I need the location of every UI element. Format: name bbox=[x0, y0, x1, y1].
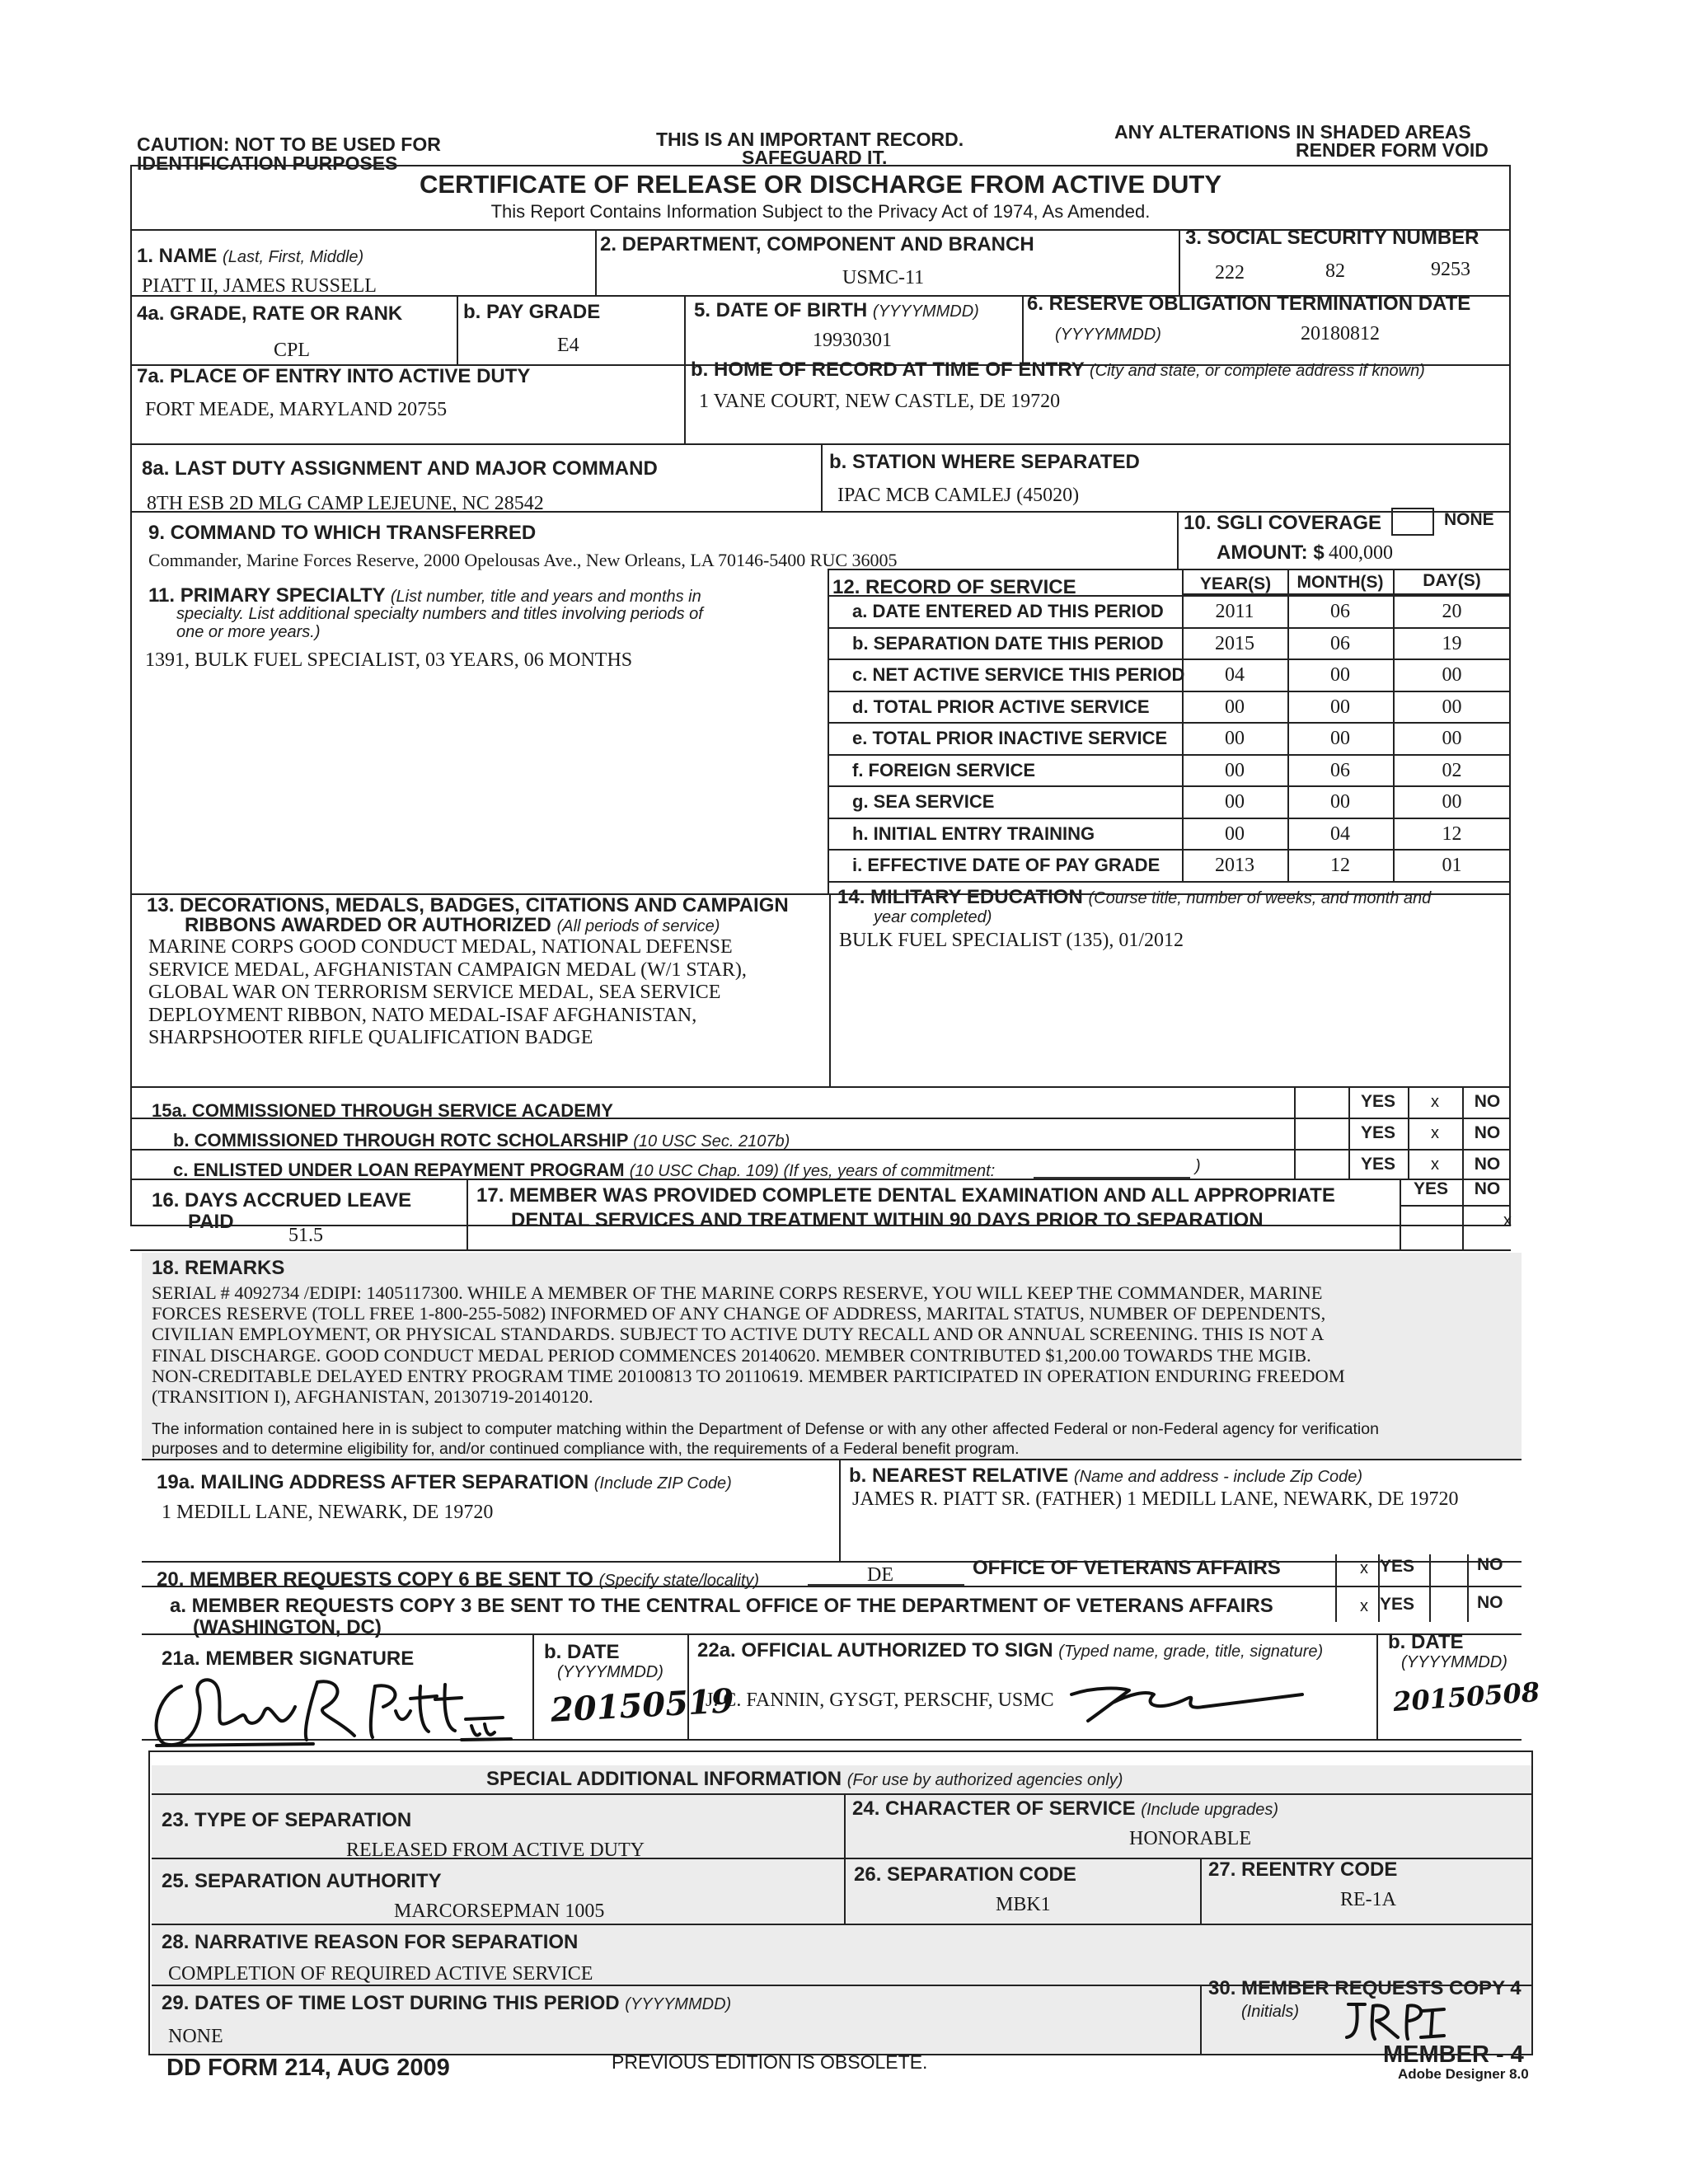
sgli-none-checkbox[interactable] bbox=[1391, 508, 1434, 536]
department-label: 2. DEPARTMENT, COMPONENT AND BRANCH bbox=[600, 233, 1034, 255]
station-separated-value: IPAC MCB CAMLEJ (45020) bbox=[837, 485, 1080, 506]
table-rule bbox=[828, 881, 1511, 883]
col-months-label: MONTH(S) bbox=[1296, 573, 1384, 592]
ssn-part1: 222 bbox=[1215, 262, 1245, 284]
yes-label: YES bbox=[1360, 1155, 1396, 1174]
col-years-label: YEAR(S) bbox=[1199, 574, 1272, 593]
dental-no-mark[interactable]: x bbox=[1503, 1212, 1512, 1230]
narrative-reason-label: 28. NARRATIVE REASON FOR SEPARATION bbox=[162, 1931, 579, 1953]
dob-value: 19930301 bbox=[813, 330, 892, 351]
type-separation-value: RELEASED FROM ACTIVE DUTY bbox=[346, 1840, 645, 1861]
copy6-yes-label: YES bbox=[1380, 1557, 1415, 1576]
command-transferred-value: Commander, Marine Forces Reserve, 2000 Opelousas Ave., New Orleans, LA 70146-5400 RUC 36005 bbox=[148, 550, 898, 570]
table-rule bbox=[828, 785, 1511, 787]
copy6-state-field[interactable] bbox=[808, 1584, 964, 1586]
member-date-handwritten: 20150519 bbox=[549, 1681, 735, 1730]
copy6-label: 20. MEMBER REQUESTS COPY 6 BE SENT TO (Specify state/locality) bbox=[157, 1568, 760, 1591]
academy-no-mark[interactable]: x bbox=[1431, 1093, 1439, 1111]
military-education-value: BULK FUEL SPECIALIST (135), 01/2012 bbox=[839, 930, 1184, 951]
name-label: 1. NAME (Last, First, Middle) bbox=[137, 245, 364, 267]
official-label: 22a. OFFICIAL AUTHORIZED TO SIGN (Typed name, grade, title, signature) bbox=[697, 1639, 1324, 1661]
record-months-cell: 06 bbox=[1330, 632, 1350, 654]
mailing-address-label: 19a. MAILING ADDRESS AFTER SEPARATION (Include ZIP Code) bbox=[157, 1471, 732, 1493]
alterations-line2: RENDER FORM VOID bbox=[1296, 139, 1489, 161]
copy3-yes-label: YES bbox=[1380, 1595, 1415, 1614]
important-line2: SAFEGUARD IT. bbox=[742, 147, 888, 168]
grade-value: CPL bbox=[274, 340, 311, 361]
record-days-cell: 01 bbox=[1442, 855, 1462, 876]
record-row-label: b. SEPARATION DATE THIS PERIOD bbox=[852, 632, 1164, 654]
dental-yes-label: YES bbox=[1413, 1179, 1449, 1198]
yes-label: YES bbox=[1360, 1092, 1396, 1111]
record-months-cell: 00 bbox=[1330, 791, 1350, 813]
last-duty-value: 8TH ESB 2D MLG CAMP LEJEUNE, NC 28542 bbox=[147, 493, 544, 514]
record-row-label: g. SEA SERVICE bbox=[852, 791, 995, 812]
table-rule bbox=[828, 595, 1511, 597]
time-lost-value: NONE bbox=[168, 2026, 223, 2047]
record-months-cell: 06 bbox=[1330, 601, 1350, 622]
member-date-hint: (YYYYMMDD) bbox=[557, 1663, 663, 1681]
separation-code-label: 26. SEPARATION CODE bbox=[854, 1863, 1076, 1886]
narrative-reason-value: COMPLETION OF REQUIRED ACTIVE SERVICE bbox=[168, 1963, 593, 1985]
record-of-service-label: 12. RECORD OF SERVICE bbox=[832, 576, 1076, 598]
record-days-cell: 12 bbox=[1442, 823, 1462, 845]
separation-authority-value: MARCORSEPMAN 1005 bbox=[394, 1900, 605, 1922]
table-rule bbox=[828, 691, 1511, 692]
loan-close-paren: ) bbox=[1195, 1157, 1201, 1175]
computer-matching-notice2: purposes and to determine eligibility for, and/or continued compliance with, the requirements of a Federal benefit program. bbox=[152, 1440, 1020, 1458]
separation-code-value: MBK1 bbox=[996, 1894, 1051, 1915]
station-separated-label: b. STATION WHERE SEPARATED bbox=[829, 451, 1140, 473]
commissioned-rotc-label: b. COMMISSIONED THROUGH ROTC SCHOLARSHIP (10 USC Sec. 2107b) bbox=[173, 1130, 790, 1151]
place-of-entry-label: 7a. PLACE OF ENTRY INTO ACTIVE DUTY bbox=[137, 365, 531, 387]
copy3-no-label: NO bbox=[1477, 1593, 1503, 1612]
adobe-designer-note: Adobe Designer 8.0 bbox=[1398, 2066, 1529, 2082]
caution-line1: CAUTION: NOT TO BE USED FOR bbox=[137, 134, 441, 155]
type-separation-label: 23. TYPE OF SEPARATION bbox=[162, 1809, 412, 1831]
record-months-cell: 00 bbox=[1330, 664, 1350, 686]
record-days-cell: 02 bbox=[1442, 759, 1462, 781]
command-transferred-label: 9. COMMAND TO WHICH TRANSFERRED bbox=[148, 522, 537, 544]
record-row-label: h. INITIAL ENTRY TRAINING bbox=[852, 823, 1095, 844]
table-rule bbox=[828, 754, 1511, 756]
home-of-record-value: 1 VANE COURT, NEW CASTLE, DE 19720 bbox=[699, 391, 1061, 412]
dental-no-label: NO bbox=[1474, 1179, 1501, 1198]
copy3-label1: a. MEMBER REQUESTS COPY 3 BE SENT TO THE CENTRAL OFFICE OF THE DEPARTMENT OF VETERANS AFFAIRS bbox=[170, 1595, 1273, 1617]
no-label: NO bbox=[1474, 1092, 1501, 1111]
official-name-value: J. C. FANNIN, GYSGT, PERSCHF, USMC bbox=[706, 1690, 1054, 1711]
separation-authority-label: 25. SEPARATION AUTHORITY bbox=[162, 1870, 442, 1892]
remarks-line: (TRANSITION I), AFGHANISTAN, 20130719-20140120. bbox=[152, 1385, 593, 1407]
record-row-label: i. EFFECTIVE DATE OF PAY GRADE bbox=[852, 855, 1160, 875]
record-row-label: f. FOREIGN SERVICE bbox=[852, 759, 1036, 780]
table-rule bbox=[828, 818, 1511, 819]
primary-specialty-hint3: one or more years.) bbox=[176, 623, 321, 641]
obsolete-notice: PREVIOUS EDITION IS OBSOLETE. bbox=[612, 2051, 928, 2073]
grade-label: 4a. GRADE, RATE OR RANK bbox=[137, 302, 403, 325]
record-row-label: c. NET ACTIVE SERVICE THIS PERIOD bbox=[852, 664, 1185, 685]
loan-repayment-label: c. ENLISTED UNDER LOAN REPAYMENT PROGRAM (10 USC Chap. 109) (If yes, years of commitment: bbox=[173, 1160, 996, 1180]
decoration-line: MARINE CORPS GOOD CONDUCT MEDAL, NATIONAL DEFENSE bbox=[148, 936, 733, 958]
alterations-line1: ANY ALTERATIONS IN SHADED AREAS bbox=[1114, 121, 1471, 143]
name-value: PIATT II, JAMES RUSSELL bbox=[142, 275, 377, 297]
record-row-label: e. TOTAL PRIOR INACTIVE SERVICE bbox=[852, 728, 1168, 748]
nearest-relative-label: b. NEAREST RELATIVE (Name and address - include Zip Code) bbox=[849, 1465, 1363, 1487]
ssn-label: 3. SOCIAL SECURITY NUMBER bbox=[1185, 227, 1479, 249]
table-rule bbox=[828, 849, 1511, 851]
record-days-cell: 00 bbox=[1442, 728, 1462, 749]
col-days-label: DAY(S) bbox=[1423, 571, 1481, 590]
record-years-cell: 00 bbox=[1225, 728, 1245, 749]
pay-grade-value: E4 bbox=[557, 335, 579, 356]
copy-designation: MEMBER - 4 bbox=[1383, 2041, 1524, 2068]
copy3-label2: (WASHINGTON, DC) bbox=[193, 1616, 382, 1638]
no-label: NO bbox=[1474, 1123, 1501, 1142]
primary-specialty-hint2: specialty. List additional specialty numbers and titles involving periods of bbox=[176, 605, 703, 623]
decoration-line: GLOBAL WAR ON TERRORISM SERVICE MEDAL, SEA SERVICE bbox=[148, 982, 721, 1004]
decoration-line: SHARPSHOOTER RIFLE QUALIFICATION BADGE bbox=[148, 1027, 593, 1049]
dob-label: 5. DATE OF BIRTH (YYYYMMDD) bbox=[694, 299, 979, 321]
record-months-cell: 04 bbox=[1330, 823, 1350, 845]
reserve-obligation-hint: (YYYYMMDD) bbox=[1055, 326, 1161, 344]
copy6-yes-mark[interactable]: x bbox=[1360, 1559, 1368, 1577]
commissioned-academy-label: 15a. COMMISSIONED THROUGH SERVICE ACADEMY bbox=[152, 1100, 613, 1121]
reserve-obligation-value: 20180812 bbox=[1301, 323, 1380, 344]
caution-line2: IDENTIFICATION PURPOSES bbox=[137, 152, 398, 174]
time-lost-label: 29. DATES OF TIME LOST DURING THIS PERIOD (YYYYMMDD) bbox=[162, 1992, 732, 2014]
primary-specialty-label: 11. PRIMARY SPECIALTY (List number, title and years and months in bbox=[148, 584, 701, 607]
record-days-cell: 00 bbox=[1442, 791, 1462, 813]
accrued-leave-label1: 16. DAYS ACCRUED LEAVE bbox=[152, 1189, 412, 1212]
computer-matching-notice1: The information contained here in is subject to computer matching within the Department of Defense or with any other affected Federal or non-Federal agency for verification bbox=[152, 1420, 1379, 1438]
record-months-cell: 00 bbox=[1330, 728, 1350, 749]
nearest-relative-value: JAMES R. PIATT SR. (FATHER) 1 MEDILL LANE, NEWARK, DE 19720 bbox=[852, 1488, 1459, 1510]
important-line1: THIS IS AN IMPORTANT RECORD. bbox=[656, 129, 964, 150]
copy4-label: 30. MEMBER REQUESTS COPY 4 bbox=[1208, 1977, 1522, 1999]
copy6-no-label: NO bbox=[1477, 1555, 1503, 1574]
yes-label: YES bbox=[1360, 1123, 1396, 1142]
reentry-code-value: RE-1A bbox=[1340, 1889, 1396, 1910]
special-info-title: SPECIAL ADDITIONAL INFORMATION (For use by authorized agencies only) bbox=[486, 1768, 1123, 1790]
member-date-label: b. DATE bbox=[544, 1641, 620, 1663]
copy3-yes-mark[interactable]: x bbox=[1360, 1597, 1368, 1615]
remarks-line: FINAL DISCHARGE. GOOD CONDUCT MEDAL PERIOD COMMENCES 20140620. MEMBER CONTRIBUTED $1,200.00 TOWARDS THE MGIB. bbox=[152, 1344, 1311, 1366]
record-years-cell: 2011 bbox=[1215, 601, 1254, 622]
no-label: NO bbox=[1474, 1155, 1501, 1174]
table-rule bbox=[828, 627, 1511, 629]
form-subtitle: This Report Contains Information Subject to the Privacy Act of 1974, As Amended. bbox=[490, 201, 1151, 222]
record-years-cell: 00 bbox=[1225, 791, 1245, 813]
remarks-line: CIVILIAN EMPLOYMENT, OR PHYSICAL STANDARDS. SUBJECT TO ACTIVE DUTY RECALL AND OR ANNUAL SCREENING. THIS IS NOT A bbox=[152, 1324, 1325, 1345]
member-signature-image bbox=[148, 1661, 528, 1752]
military-education-hint2: year completed) bbox=[874, 908, 992, 926]
loan-years-field[interactable] bbox=[1034, 1177, 1190, 1179]
record-years-cell: 2013 bbox=[1215, 855, 1254, 876]
record-days-cell: 00 bbox=[1442, 664, 1462, 686]
department-value: USMC-11 bbox=[842, 267, 925, 288]
decoration-line: DEPLOYMENT RIBBON, NATO MEDAL-ISAF AFGHANISTAN, bbox=[148, 1004, 697, 1026]
loan-no-mark[interactable]: x bbox=[1431, 1155, 1439, 1174]
form-number: DD FORM 214, AUG 2009 bbox=[166, 2055, 450, 2081]
table-rule bbox=[828, 722, 1511, 724]
record-days-cell: 19 bbox=[1442, 632, 1462, 654]
remarks-text bbox=[152, 1282, 1345, 1407]
record-years-cell: 00 bbox=[1225, 759, 1245, 781]
rotc-no-mark[interactable]: x bbox=[1431, 1124, 1439, 1142]
table-rule bbox=[828, 658, 1511, 660]
sgli-amount-value: 400,000 bbox=[1329, 542, 1393, 564]
ssn-part2: 82 bbox=[1325, 260, 1345, 282]
sgli-amount-label: AMOUNT: $ bbox=[1217, 541, 1325, 564]
remarks-line: SERIAL # 4092734 /EDIPI: 1405117300. WHILE A MEMBER OF THE MARINE CORPS RESERVE, YOU WILL KEEP THE COMMANDER, MARINE bbox=[152, 1282, 1323, 1303]
member-signature-label: 21a. MEMBER SIGNATURE bbox=[162, 1647, 415, 1670]
accrued-leave-value: 51.5 bbox=[288, 1225, 323, 1246]
accrued-leave-label2: PAID bbox=[188, 1211, 234, 1233]
remarks-line: NON-CREDITABLE DELAYED ENTRY PROGRAM TIME 20100813 TO 20110619. MEMBER PARTICIPATED IN OPERATION ENDURING FREEDOM bbox=[152, 1365, 1345, 1386]
record-months-cell: 12 bbox=[1330, 855, 1350, 876]
decoration-line: SERVICE MEDAL, AFGHANISTAN CAMPAIGN MEDAL (W/1 STAR), bbox=[148, 958, 747, 981]
sgli-label: 10. SGLI COVERAGE bbox=[1184, 512, 1382, 534]
decorations-label2: RIBBONS AWARDED OR AUTHORIZED (All periods of service) bbox=[185, 914, 720, 936]
ssn-part3: 9253 bbox=[1431, 259, 1470, 280]
record-row-label: a. DATE ENTERED AD THIS PERIOD bbox=[852, 601, 1164, 621]
copy6-state-value: DE bbox=[867, 1564, 893, 1586]
record-years-cell: 00 bbox=[1225, 696, 1245, 718]
mailing-address-value: 1 MEDILL LANE, NEWARK, DE 19720 bbox=[162, 1502, 494, 1523]
record-days-cell: 00 bbox=[1442, 696, 1462, 718]
record-months-cell: 06 bbox=[1330, 759, 1350, 781]
copy4-initials-hint: (Initials) bbox=[1241, 2003, 1300, 2021]
official-date-hint: (YYYYMMDD) bbox=[1401, 1653, 1507, 1671]
pay-grade-label: b. PAY GRADE bbox=[463, 301, 601, 323]
official-date-label: b. DATE bbox=[1388, 1631, 1464, 1653]
record-months-cell: 00 bbox=[1330, 696, 1350, 718]
form-title: CERTIFICATE OF RELEASE OR DISCHARGE FROM ACTIVE DUTY bbox=[419, 170, 1222, 199]
remarks-label: 18. REMARKS bbox=[152, 1257, 285, 1279]
official-signature-image bbox=[1063, 1670, 1311, 1727]
primary-specialty-value: 1391, BULK FUEL SPECIALIST, 03 YEARS, 06 MONTHS bbox=[145, 649, 633, 671]
last-duty-label: 8a. LAST DUTY ASSIGNMENT AND MAJOR COMMAND bbox=[142, 457, 658, 480]
character-service-value: HONORABLE bbox=[1129, 1828, 1251, 1849]
record-days-cell: 20 bbox=[1442, 601, 1462, 622]
home-of-record-label: b. HOME OF RECORD AT TIME OF ENTRY (City and state, or complete address if known) bbox=[691, 359, 1425, 381]
official-date-handwritten: 20150508 bbox=[1391, 1675, 1541, 1718]
decorations-label1: 13. DECORATIONS, MEDALS, BADGES, CITATIONS AND CAMPAIGN bbox=[147, 894, 789, 916]
dental-label2: DENTAL SERVICES AND TREATMENT WITHIN 90 DAYS PRIOR TO SEPARATION bbox=[511, 1209, 1264, 1231]
office-veterans-label: OFFICE OF VETERANS AFFAIRS bbox=[973, 1557, 1281, 1579]
military-education-label: 14. MILITARY EDUCATION (Course title, number of weeks, and month and bbox=[837, 886, 1432, 908]
place-of-entry-value: FORT MEADE, MARYLAND 20755 bbox=[145, 399, 448, 420]
character-service-label: 24. CHARACTER OF SERVICE (Include upgrades) bbox=[852, 1797, 1279, 1820]
record-years-cell: 00 bbox=[1225, 823, 1245, 845]
decorations-list bbox=[148, 936, 747, 1050]
remarks-line: FORCES RESERVE (TOLL FREE 1-800-255-5082) INFORMED OF ANY CHANGE OF ADDRESS, MARITAL STATUS, NUMBER OF DEPENDENTS, bbox=[152, 1303, 1326, 1324]
record-row-label: d. TOTAL PRIOR ACTIVE SERVICE bbox=[852, 696, 1150, 717]
reserve-obligation-label: 6. RESERVE OBLIGATION TERMINATION DATE bbox=[1027, 293, 1471, 315]
reentry-code-label: 27. REENTRY CODE bbox=[1208, 1858, 1398, 1881]
sgli-none-label: NONE bbox=[1444, 510, 1494, 529]
record-years-cell: 04 bbox=[1225, 664, 1245, 686]
dental-label1: 17. MEMBER WAS PROVIDED COMPLETE DENTAL EXAMINATION AND ALL APPROPRIATE bbox=[476, 1184, 1335, 1207]
record-years-cell: 2015 bbox=[1215, 632, 1254, 654]
